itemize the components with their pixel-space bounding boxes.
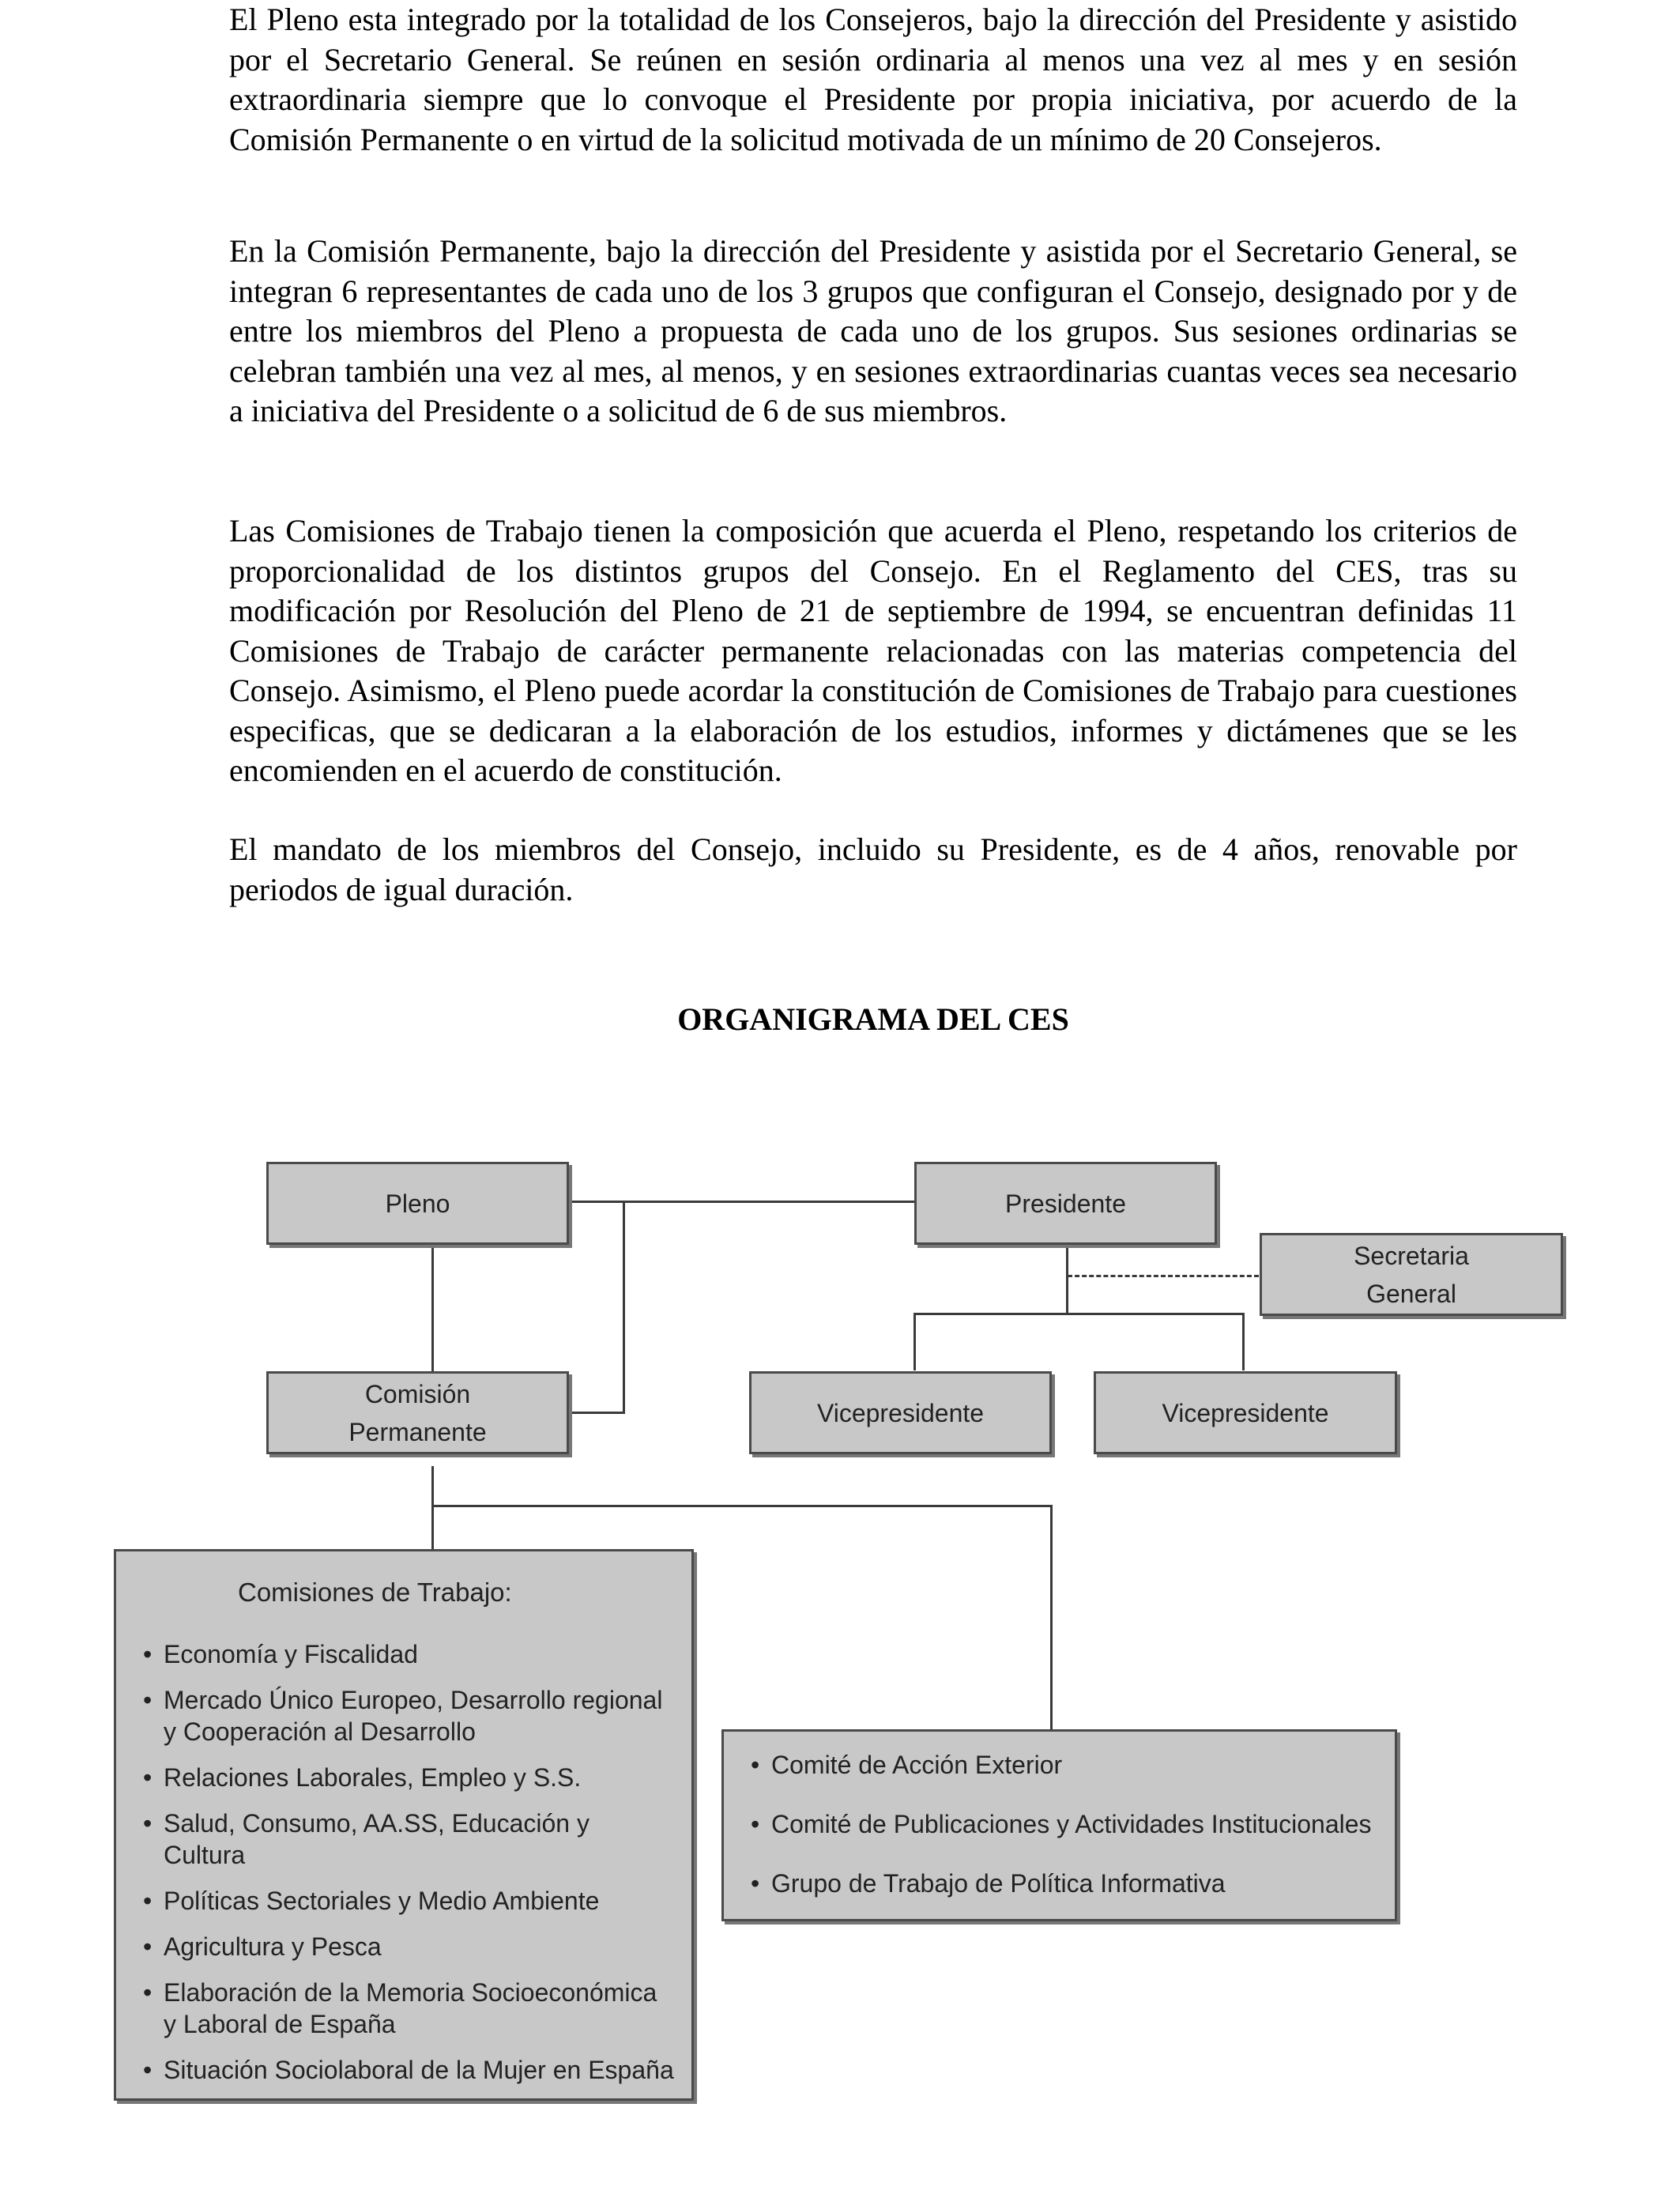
list-item: • Economía y Fiscalidad: [143, 1638, 676, 1670]
comites-list: [751, 1732, 1379, 1899]
paragraph-comision-permanente: En la Comisión Permanente, bajo la dirección del Presidente y asistida por el Secretario General, se integran 6 representantes de cada uno de los 3 grupos que configuran el Consejo, designado por y de entre los miembros del Pleno a propuesta de cada uno de los grupos. Sus sesiones ordinarias se celebran también una vez al mes, al menos, y en sesiones extraordinarias cuantas veces sea necesario a iniciativa del Presidente o a solicitud de 6 de sus miembros.: [229, 233, 1517, 428]
secretaria-line-2: General: [1366, 1279, 1456, 1308]
list-item: • Agricultura y Pesca: [143, 1931, 676, 1962]
box-pleno: Pleno: [266, 1162, 569, 1245]
paragraph-pleno: El Pleno esta integrado por la totalidad de los Consejeros, bajo la dirección del Presidente y asistido por el Secretario General. Se reúnen en sesión ordinaria al menos una vez al mes y en sesión extraordinaria siempre que lo convoque el Presidente por propia iniciativa, por acuerdo de la Comisión Permanente o en virtud de la solicitud motivada de un mínimo de 20 Consejeros.: [229, 2, 1517, 157]
connector-pleno-comision: [431, 1245, 434, 1384]
list-item: • Salud, Consumo, AA.SS, Educación y Cultura: [143, 1808, 676, 1871]
comisiones-list: [143, 1638, 676, 2086]
connector-horizontal-bottom: [431, 1505, 1053, 1507]
connector-secretaria-dashed: [1068, 1275, 1259, 1277]
box-comisiones-de-trabajo: [114, 1549, 694, 2101]
connector-presidente-down: [1066, 1244, 1068, 1315]
comision-line-1: Comisión: [364, 1379, 471, 1408]
paragraph-comisiones-trabajo: Las Comisiones de Trabajo tienen la composición que acuerda el Pleno, respetando los criterios de proporcionalidad de los distintos grupos del Consejo. En el Reglamento del CES, tras su modificación por Resolución del Pleno de 21 de septiembre de 1994, se encuentran definidas 11 Comisiones de Trabajo de carácter permanente relacionadas con las materias competencia del Consejo. Asimismo, el Pleno puede acordar la constitución de Comisiones de Trabajo para cuestiones especificas, que se dedicaran a la elaboración de los estudios, informes y dictámenes que se les encomienden en el acuerdo de constitución.: [229, 513, 1517, 788]
box-presidente: Presidente: [914, 1162, 1217, 1245]
connector-vice-horizontal: [913, 1313, 1245, 1315]
box-comision-permanente: [266, 1371, 569, 1454]
box-vicepresidente-2: Vicepresidente: [1094, 1371, 1397, 1454]
comision-line-2: Permanente: [348, 1417, 487, 1446]
list-item: • Situación Sociolaboral de la Mujer en España: [143, 2054, 676, 2086]
list-item: • Políticas Sectoriales y Medio Ambiente: [143, 1885, 676, 1917]
list-item: • Comité de Acción Exterior: [751, 1749, 1379, 1781]
list-item: • Grupo de Trabajo de Política Informativa: [751, 1868, 1379, 1899]
connector-to-comision: [569, 1412, 625, 1414]
box-secretaria-general: [1260, 1233, 1563, 1316]
connector-vertical-right: [623, 1201, 625, 1414]
list-item: • Mercado Único Europeo, Desarrollo regional y Cooperación al Desarrollo: [143, 1684, 676, 1747]
list-item: • Relaciones Laborales, Empleo y S.S.: [143, 1762, 676, 1793]
box-comites: [721, 1729, 1397, 1921]
connector-vice-2: [1242, 1313, 1245, 1370]
paragraph-mandato: El mandato de los miembros del Consejo, incluido su Presidente, es de 4 años, renovable por periodos de igual duración.: [229, 831, 1517, 907]
comisiones-title: Comisiones de Trabajo:: [238, 1578, 512, 1607]
list-item: • Elaboración de la Memoria Socioeconómica y Laboral de España: [143, 1977, 676, 2040]
connector-comision-down: [431, 1466, 434, 1549]
connector-to-comites: [1050, 1505, 1053, 1729]
org-chart-title: ORGANIGRAMA DEL CES: [677, 1001, 1069, 1037]
connector-vice-1: [913, 1313, 916, 1370]
connector-pleno-presidente: [569, 1201, 917, 1203]
secretaria-line-1: Secretaria: [1354, 1241, 1469, 1270]
list-item: • Comité de Publicaciones y Actividades Institucionales: [751, 1808, 1379, 1840]
box-vicepresidente-1: Vicepresidente: [749, 1371, 1052, 1454]
